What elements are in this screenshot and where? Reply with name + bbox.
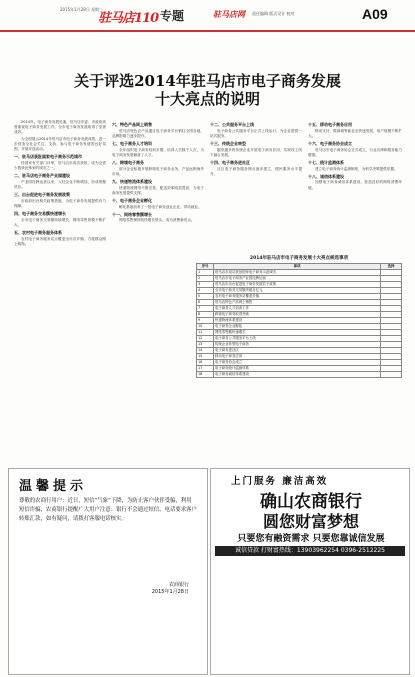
table-cell: 13: [197, 342, 214, 348]
article-subheading: 十四、电子商务进社区: [210, 160, 250, 165]
article-subheading: 六、特色产品网上销售: [112, 122, 152, 127]
warm-tips-notice: [8, 468, 208, 675]
bank-contact-bar: 诚信贷款 打财富热线：13903962254 0396-2512225: [215, 546, 405, 556]
table-cell: 2: [197, 276, 214, 282]
bank-name: 确山农商银行: [260, 492, 362, 512]
table-cell: 14: [197, 348, 214, 354]
notice-body: 尊敬的农商行用户：近日，短信“气象”下降，为防止客户伙伴受骗，利用短信诈骗，农商银行提醒广大用户注意：银行不会通过短信、电话要求客户转账汇款，如有疑问，请拨打客服电话核实。: [19, 498, 197, 522]
table-cell: 电子商务人才培训工作: [214, 306, 381, 312]
candidates-table-section: [196, 255, 402, 378]
article-paragraph: 建立电子商务统计监测制度，为科学决策提供依据。: [315, 166, 398, 171]
table-cell: 驻马店市电子商务产业园挂牌运营: [214, 276, 381, 282]
table-cell: 7: [197, 306, 214, 312]
article-paragraph: 部分企业积极开展跨境电子商务业务，产品远销海外市场。: [112, 166, 204, 176]
article-title-line2: 十大亮点的说明: [154, 90, 260, 108]
bank-advertisement: [210, 468, 410, 675]
page-header: [0, 0, 415, 32]
table-cell: 网络零售额快速增长: [214, 330, 381, 336]
article-subheading: 十六、电子商务协会成立: [308, 141, 352, 146]
table-cell: 全市电子商务交易额突破百亿元: [214, 288, 381, 294]
article-paragraph: 电子商务公共服务平台正式上线运行，为企业提供一站式服务。: [210, 128, 302, 138]
table-cell: 电子商务诚信体系建设: [214, 372, 381, 378]
notice-signature: [79, 582, 189, 596]
table-cell: 3: [197, 282, 214, 288]
table-cell: 4: [197, 288, 214, 294]
article-column-1: [14, 120, 106, 380]
notice-title: 温馨提示: [19, 479, 88, 494]
table-cell: 5: [197, 294, 214, 300]
article-paragraph: 孵化基地培育了一批电子商务创业企业，带动就业。: [119, 204, 202, 209]
table-cell: 快递物流体系建设: [214, 318, 381, 324]
article-subheading: 十五、移动电子商务应用: [308, 122, 352, 127]
table-cell: 17: [197, 366, 214, 372]
article-paragraph: 市政府出台相关政策措施，为电子商务发展提供有力保障。: [14, 198, 106, 209]
article-paragraph: 全年组织电子商务培训多期，培训人员数千人次，为电子商务发展储备了人才。: [112, 147, 204, 157]
header-logo: 驻马店110: [98, 11, 159, 26]
article-paragraph: 加强电子商务诚信体系建设，营造良好的网络消费环境。: [308, 180, 402, 190]
article-subheading: 五、农村电子商务服务体系: [14, 230, 62, 236]
bank-slogan: 圆您财富梦想: [262, 512, 359, 531]
table-cell: 11: [197, 330, 214, 336]
header-brand: 驻马店网: [213, 10, 245, 19]
table-cell: 移动电子商务应用: [214, 354, 381, 360]
table-cell: 6: [197, 300, 214, 306]
header-date: 2015年1月28日 星期三: [60, 7, 104, 12]
article-paragraph: 驻马店市电子商务协会正式成立，行业自律和服务能力增强。: [308, 147, 402, 157]
table-cell: 1: [197, 270, 214, 276]
table-header-cell: 事项: [214, 264, 381, 270]
article-subheading: 一、驻马店获批国家电子商务示范城市: [14, 154, 82, 160]
article-paragraph: 产业园挂牌运营以来，入驻企业不断增加，形成集聚效应。: [14, 179, 106, 190]
table-header-cell: 选择: [381, 264, 402, 270]
table-cell: 10: [197, 324, 214, 330]
article-paragraph: 社区电子商务服务网点逐步建立，便民服务水平提升。: [210, 166, 302, 176]
table-cell: 15: [197, 354, 214, 360]
article-subheading: 三、出台促进电子商务发展政策: [14, 192, 70, 198]
notice-sign-org: 农商银行: [168, 582, 189, 588]
table-row: [197, 372, 402, 378]
header-editors: 责任编辑 版式设计 校对: [252, 11, 295, 16]
table-cell: 16: [197, 360, 214, 366]
article-paragraph: 2014年，电子商务发展迅速，驻马店市委、市政府高度重视电子商务发展工作，全市电子商务发展取得了显著成效。: [14, 120, 106, 135]
section-title: 专题: [160, 9, 185, 23]
article-subheading: 十、电子商务企业孵化: [112, 198, 152, 203]
article-subheading: 十一、网络零售额增长: [112, 211, 152, 217]
article-paragraph: 网络零售保持较快增长势头，成为消费新亮点。: [119, 218, 195, 223]
article-paragraph: 全市电子商务交易额持续增长，网络零售规模不断扩大。: [14, 217, 106, 228]
bank-tagline: 上门服务 廉洁高效: [231, 476, 329, 487]
table-header-cell: 序号: [197, 264, 214, 270]
article-subheading: 四、电子商务交易额快速增长: [14, 211, 66, 217]
article-subheading: 二、驻马店电子商务产业园建设: [14, 173, 70, 179]
candidates-table: [196, 263, 402, 378]
article-title-line1: 关于评选2014年驻马店市电子商务发展: [74, 72, 341, 90]
article-column-2: [112, 120, 204, 380]
notice-sign-date: 2015年1月28日: [151, 589, 189, 595]
vote-checkbox-cell[interactable]: [381, 372, 402, 378]
article-subheading: 十八、诚信体系建设: [308, 173, 344, 179]
table-cell: 9: [197, 318, 214, 324]
table-cell: 驻马店特色产品网上销售: [214, 300, 381, 306]
table-cell: 农村电子商务服务站覆盖乡镇: [214, 294, 381, 300]
table-cell: 电子商务统计监测体系: [214, 366, 381, 372]
article-paragraph: 驻马店特色农产品通过电子商务平台销往全国各地，品牌影响力逐步提升。: [112, 128, 204, 138]
article-paragraph: 移动支付、微商城等新业态快速发展，用户规模不断扩大。: [308, 128, 402, 138]
table-cell: 电子商务协会成立: [214, 360, 381, 366]
page-number: A09: [362, 6, 388, 22]
table-title: 2014年驻马店市电子商务发展十大亮点候选事项: [249, 256, 349, 261]
article-subheading: 八、跨境电子商务: [112, 160, 144, 165]
table-cell: 电子商务公共服务平台上线: [214, 336, 381, 342]
table-cell: 12: [197, 336, 214, 342]
article-subheading: 九、快递物流体系建设: [112, 179, 152, 184]
article-paragraph: 农村电子商务服务站点覆盖全市各乡镇，方便群众网上购物。: [14, 236, 106, 247]
article-paragraph: 为全面展示2014年驻马店市电子商务发展成果，进一步营造全社会关注、支持、参与电子商务发展的良好氛围，开展评选活动。: [14, 136, 106, 152]
table-cell: 18: [197, 372, 214, 378]
table-cell: 电子商务进社区: [214, 348, 381, 354]
bank-subline: 只要您有融资需求 只要您靠诚信发展: [237, 534, 385, 544]
table-cell: 电子商务企业孵化: [214, 324, 381, 330]
table-cell: 驻马店市成功获批国家电子商务示范城市: [214, 270, 381, 276]
article-subheading: 十七、统计监测体系: [308, 160, 344, 165]
table-cell: 8: [197, 312, 214, 318]
article-subheading: 十三、传统企业转型: [210, 141, 246, 146]
article-subheading: 七、电子商务人才培训: [112, 141, 152, 146]
article-title: [40, 72, 375, 108]
table-cell: 驻马店市出台促进电子商务发展若干政策: [214, 282, 381, 288]
article-subheading: 十二、公共服务平台上线: [210, 122, 254, 127]
article-paragraph: 快递物流网络不断完善，配送效率明显提高，为电子商务发展提供支撑。: [112, 185, 204, 195]
article-paragraph: 越来越多的传统企业开展电子商务应用，实现线上线下融合发展。: [210, 147, 302, 157]
article-paragraph: 经国家有关部门评审，驻马店市成功获批，成为全省少数获此殊荣的城市之一。: [14, 160, 106, 171]
table-cell: 传统企业转型电子商务: [214, 342, 381, 348]
table-cell: 跨境电子商务取得突破: [214, 312, 381, 318]
